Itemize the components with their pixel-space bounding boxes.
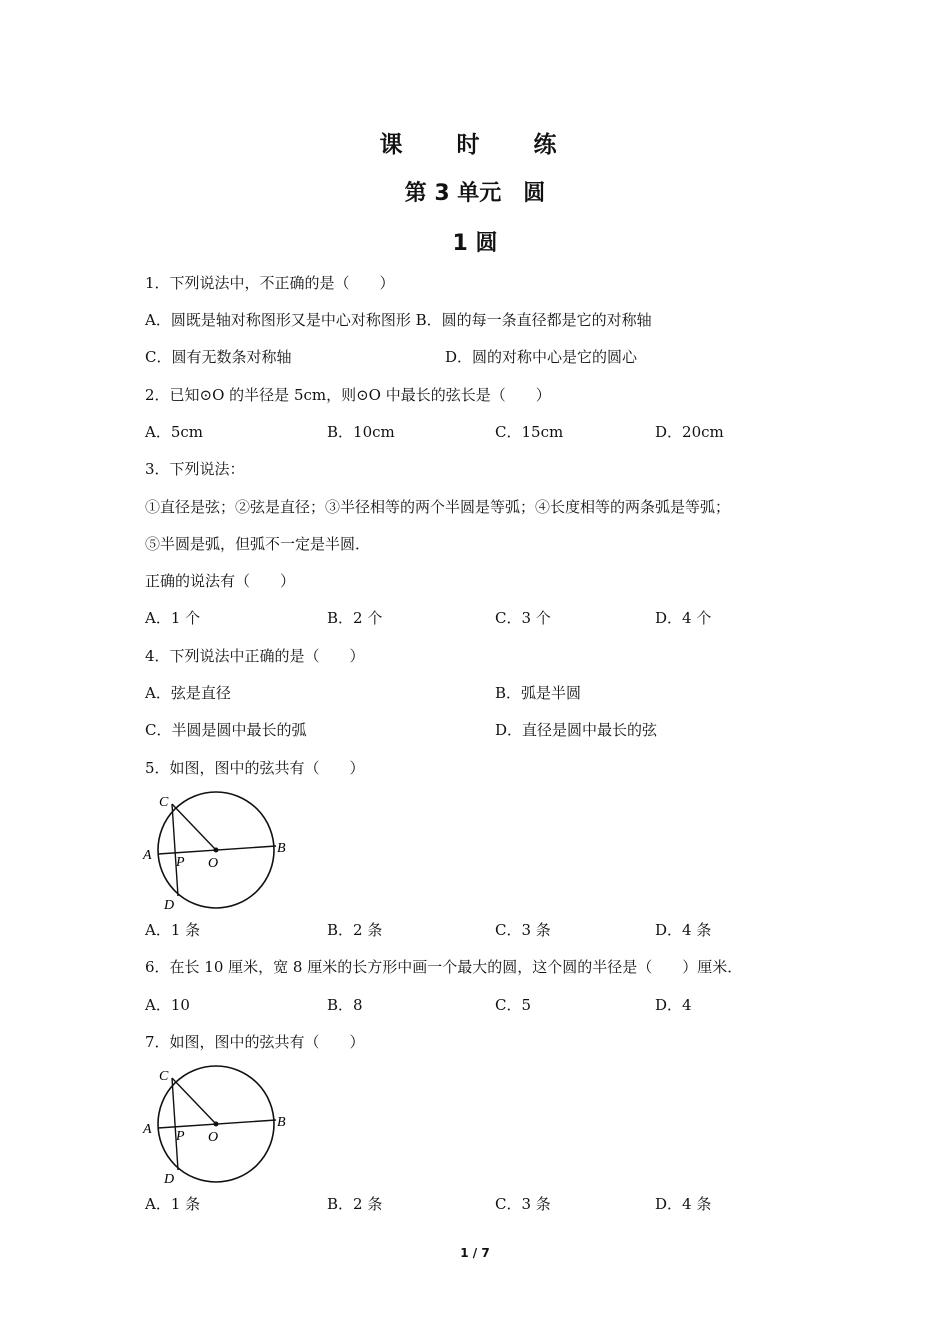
question-3-prompt: 正确的说法有（ ） <box>145 572 296 590</box>
label-d: D <box>164 898 175 913</box>
center-dot <box>214 1122 219 1127</box>
question-1-option-c: C．圆有无数条对称轴 <box>145 348 292 366</box>
question-5-option-a: A．1 条 <box>145 921 201 939</box>
question-4-stem: 4．下列说法中正确的是（ ） <box>145 647 365 665</box>
question-7-option-a: A．1 条 <box>145 1195 201 1213</box>
question-1-stem: 1．下列说法中，不正确的是（ ） <box>145 274 395 292</box>
question-6-option-b: B．8 <box>327 996 363 1014</box>
label-d: D <box>164 1172 175 1187</box>
question-2-option-a: A．5cm <box>145 423 204 441</box>
question-7-option-b: B．2 条 <box>327 1195 383 1213</box>
question-3-statements-line1: ①直径是弦；②弦是直径；③半径相等的两个半圆是等弧；④长度相等的两条弧是等弧； <box>145 498 731 516</box>
label-p: P <box>176 1129 185 1144</box>
label-p: P <box>176 855 185 870</box>
question-3-option-b: B．2 个 <box>327 609 383 627</box>
label-o: O <box>208 1130 219 1145</box>
label-a: A <box>143 848 152 863</box>
chord-cd <box>172 1078 178 1170</box>
page-title: 课 时 练 <box>379 132 571 158</box>
question-3-statements-line2: ⑤半圆是弧，但弧不一定是半圆． <box>145 535 371 553</box>
label-o: O <box>208 856 219 871</box>
question-4-option-d: D．直径是圆中最长的弦 <box>495 721 658 739</box>
chord-cd <box>172 804 178 896</box>
question-5-stem: 5．如图，图中的弦共有（ ） <box>145 759 365 777</box>
label-c: C <box>159 1069 169 1084</box>
question-4-option-b: B．弧是半圆 <box>495 684 582 702</box>
question-5-option-c: C．3 条 <box>495 921 551 939</box>
question-3-option-a: A．1 个 <box>145 609 201 627</box>
radius-oc <box>172 804 216 850</box>
question-7-circle-figure <box>140 1064 300 1188</box>
question-3-option-d: D．4 个 <box>655 609 712 627</box>
label-c: C <box>159 795 169 810</box>
question-2-stem: 2．已知⊙O 的半径是 5cm，则⊙O 中最长的弦长是（ ） <box>145 386 551 404</box>
question-3-option-c: C．3 个 <box>495 609 551 627</box>
label-b: B <box>277 1115 286 1130</box>
question-6-option-a: A．10 <box>145 996 190 1014</box>
question-4-option-c: C．半圆是圆中最长的弧 <box>145 721 307 739</box>
unit-title: 第 3 单元 圆 <box>404 181 546 206</box>
radius-oc <box>172 1078 216 1124</box>
question-4-option-a: A．弦是直径 <box>145 684 231 702</box>
question-6-option-c: C．5 <box>495 996 532 1014</box>
question-7-option-d: D．4 条 <box>655 1195 712 1213</box>
question-1-option-d: D．圆的对称中心是它的圆心 <box>445 348 638 366</box>
question-5-option-d: D．4 条 <box>655 921 712 939</box>
page-number: 1 / 7 <box>460 1246 490 1260</box>
center-dot <box>214 848 219 853</box>
lesson-title: 1 圆 <box>452 231 498 256</box>
question-2-option-d: D．20cm <box>655 423 724 441</box>
question-6-stem: 6．在长 10 厘米，宽 8 厘米的长方形中画一个最大的圆，这个圆的半径是（ ）厘米． <box>145 958 743 976</box>
question-6-option-d: D．4 <box>655 996 692 1014</box>
question-2-option-c: C．15cm <box>495 423 564 441</box>
question-3-stem: 3．下列说法： <box>145 460 245 478</box>
label-b: B <box>277 841 286 856</box>
question-7-stem: 7．如图，图中的弦共有（ ） <box>145 1033 365 1051</box>
question-5-circle-figure <box>140 790 300 914</box>
question-2-option-b: B．10cm <box>327 423 395 441</box>
label-a: A <box>143 1122 152 1137</box>
question-1-option-ab: A．圆既是轴对称图形又是中心对称图形 B．圆的每一条直径都是它的对称轴 <box>145 311 652 329</box>
question-5-option-b: B．2 条 <box>327 921 383 939</box>
question-7-option-c: C．3 条 <box>495 1195 551 1213</box>
